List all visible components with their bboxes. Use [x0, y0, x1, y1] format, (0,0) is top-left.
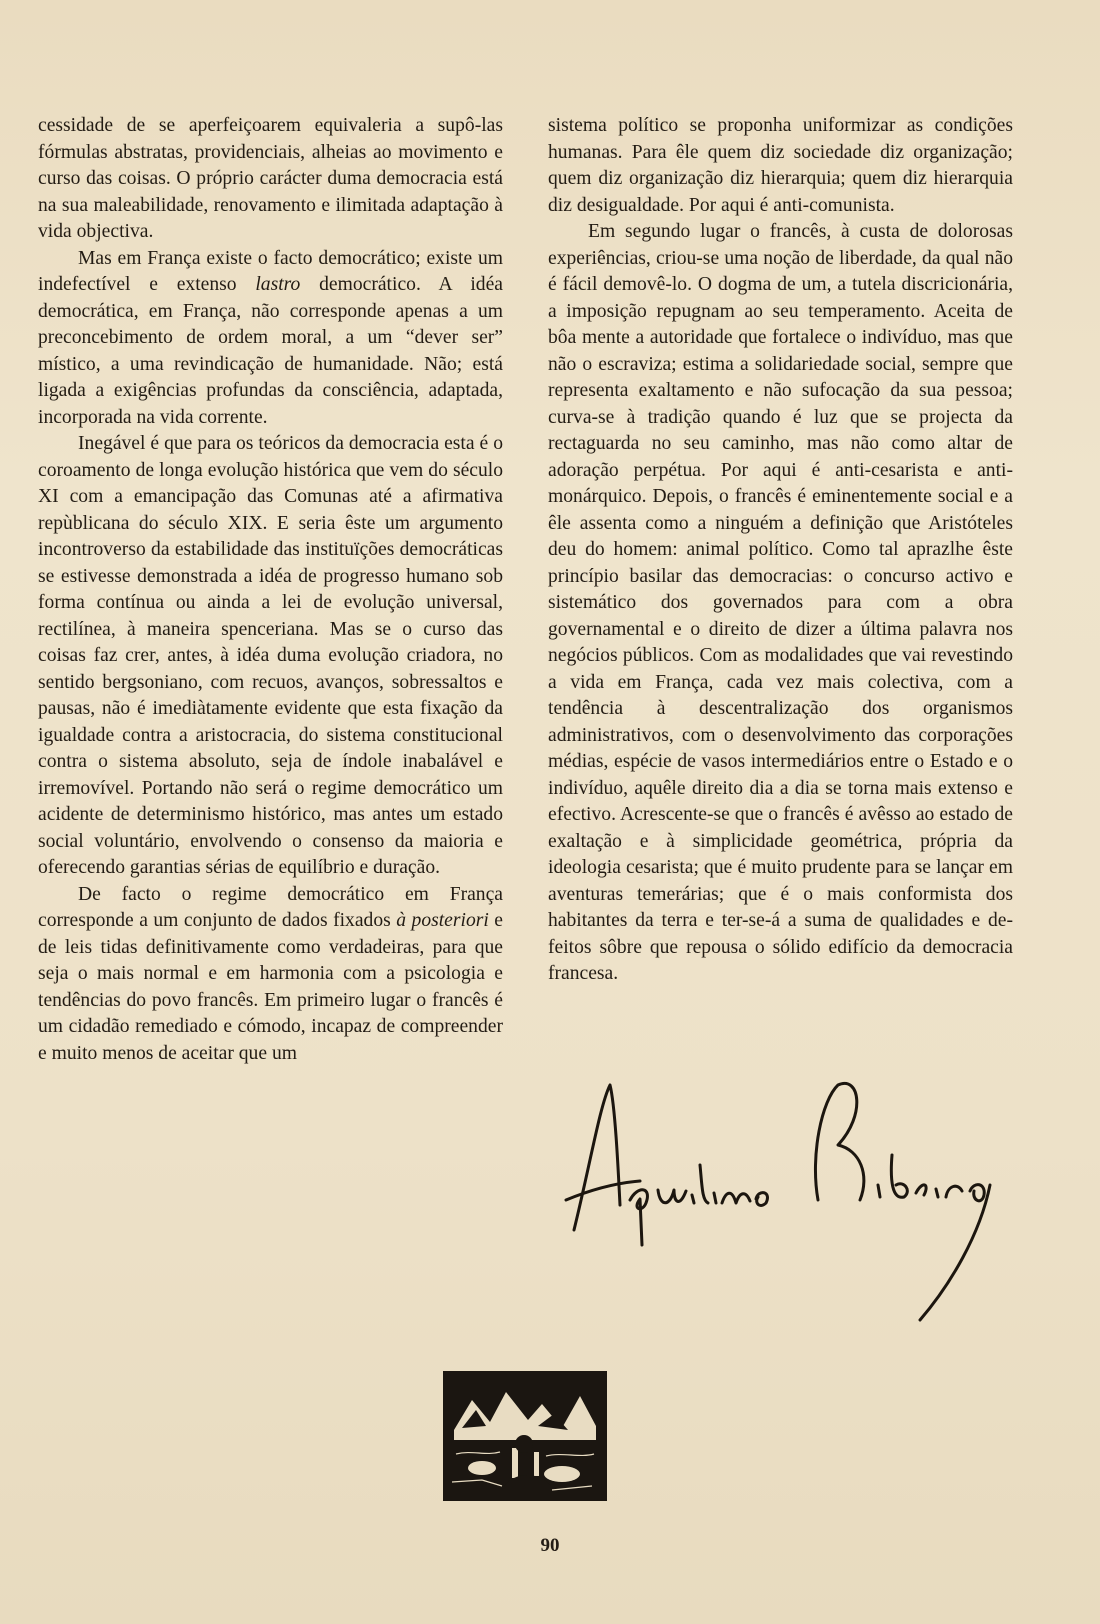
- italic-term: à posteriori: [396, 910, 489, 931]
- page-number: 90: [540, 1535, 560, 1556]
- paragraph: Mas em França existe o facto democrático; existe um indefectível e extenso lastro democrático. A idéa democrática, em França, não corresponde apenas a um preconcebimento de ordem moral, a um “dever ser” místico, a uma revindicação de humanidade. Não; está ligada a exigências profundas da consciência, adaptada, incorporada na vida corrente.: [38, 247, 503, 428]
- paragraph: Inegável é que para os teóricos da democracia esta é o coroamento de longa evolução histórica que vem do século XI com a emancipação das Comunas até a afirmativa repùblicana do século XIX. E seria êste um argumento incontroverso da estabilidade das instituïções democráticas se estivesse demonstrada a idéa de progresso humano sob forma contínua ou ainda a lei de evolução universal, rectilínea, à maneira spenceriana. Mas se o curso das coisas faz crer, antes, à idéa duma evolução criadora, no sentido bergsoniano, com recuos, avanços, sobressaltos e pausas, não é imediàtamente evidente que esta fixação da igualdade contra a aristocracia, do sistema constitucional contra o sistema absoluto, seja de índole inabalável e irremovível. Portando não será o regime democrático um acidente de determinismo histórico, mas antes um estado social voluntário, envolvendo o consenso da maioria e oferecendo garantias sérias de equilíbrio e duração.: [38, 433, 503, 878]
- left-text-column: [38, 113, 503, 1067]
- italic-term: lastro: [255, 274, 301, 295]
- paragraph: Em segundo lugar o francês, à custa de dolorosas experiências, criou-se uma noção de liberdade, da qual não é fácil demovê-lo. O dogma de um, a tutela discricionária, a imposição repugnam ao seu temperamento. Aceita de bôa mente a autoridade que fortalece o indivíduo, mas que não o escraviza; estima a solidariedade social, sempre que representa exaltamento e não sufocação da sua pessoa; curva-se à tradição quando é luz que se projecta da rectaguarda no seu caminho, mas não como altar de adoração perpétua. Por aqui é anti-cesarista e anti-monárquico. Depois, o francês é eminentemente social e a êle assenta como a ninguém a definição que Aristóteles deu do homem: animal político. Como tal aprazlhe êste princípio basilar das democracias: o concurso activo e sistemático dos governados para com a obra governamental e o direito de dizer a última palavra nos negócios públicos. Com as modalidades que vai revestindo a vida em França, cada vez mais colectiva, com a tendência à descentralização dos organismos administrativos, com o desenvolvimento das corporações médias, espécie de vasos intermediários entre o Estado e o indivíduo, aquêle direito dia a dia se torna mais extenso e efectivo. Acrescente-se que o francês é avêsso ao estado de exaltação e à simplicidade geométrica, própria da ideologia cesarista; que é muito prudente para se lançar em aventuras temerárias; que é o mais conformista dos habitantes da terra e ter-se-á a suma de qualidades e defeitos sôbre que repousa o sólido edifício da democracia francesa.: [548, 221, 1013, 984]
- right-text-column: [548, 113, 1013, 988]
- paragraph: cessidade de se aperfeiçoarem equivaleria a supô-las fórmulas abstratas, providenciais, alheias ao movimento e curso das coisas. O próprio carácter duma democracia está na sua maleabilidade, renovamento e ilimitada adaptação à vida objectiva.: [38, 115, 503, 242]
- paragraph: De facto o regime democrático em França corresponde a um conjunto de dados fixados à posteriori e de leis tidas definitivamente como verdadeiras, para que seja o mais normal e em harmonia com a psicologia e tendências do povo francês. Em primeiro lugar o francês é um cidadão remediado e cómodo, incapaz de compreender e muito menos de aceitar que um: [38, 883, 503, 1064]
- author-signature: [560, 985, 1020, 1335]
- paragraph: sistema político se proponha uniformizar as condições humanas. Para êle quem diz sociedade diz organização; quem diz organização diz hierarquia; quem diz hierarquia diz desigualdade. Por aqui é anti-comunista.: [548, 115, 1013, 216]
- woodcut-illustration: [442, 1370, 608, 1502]
